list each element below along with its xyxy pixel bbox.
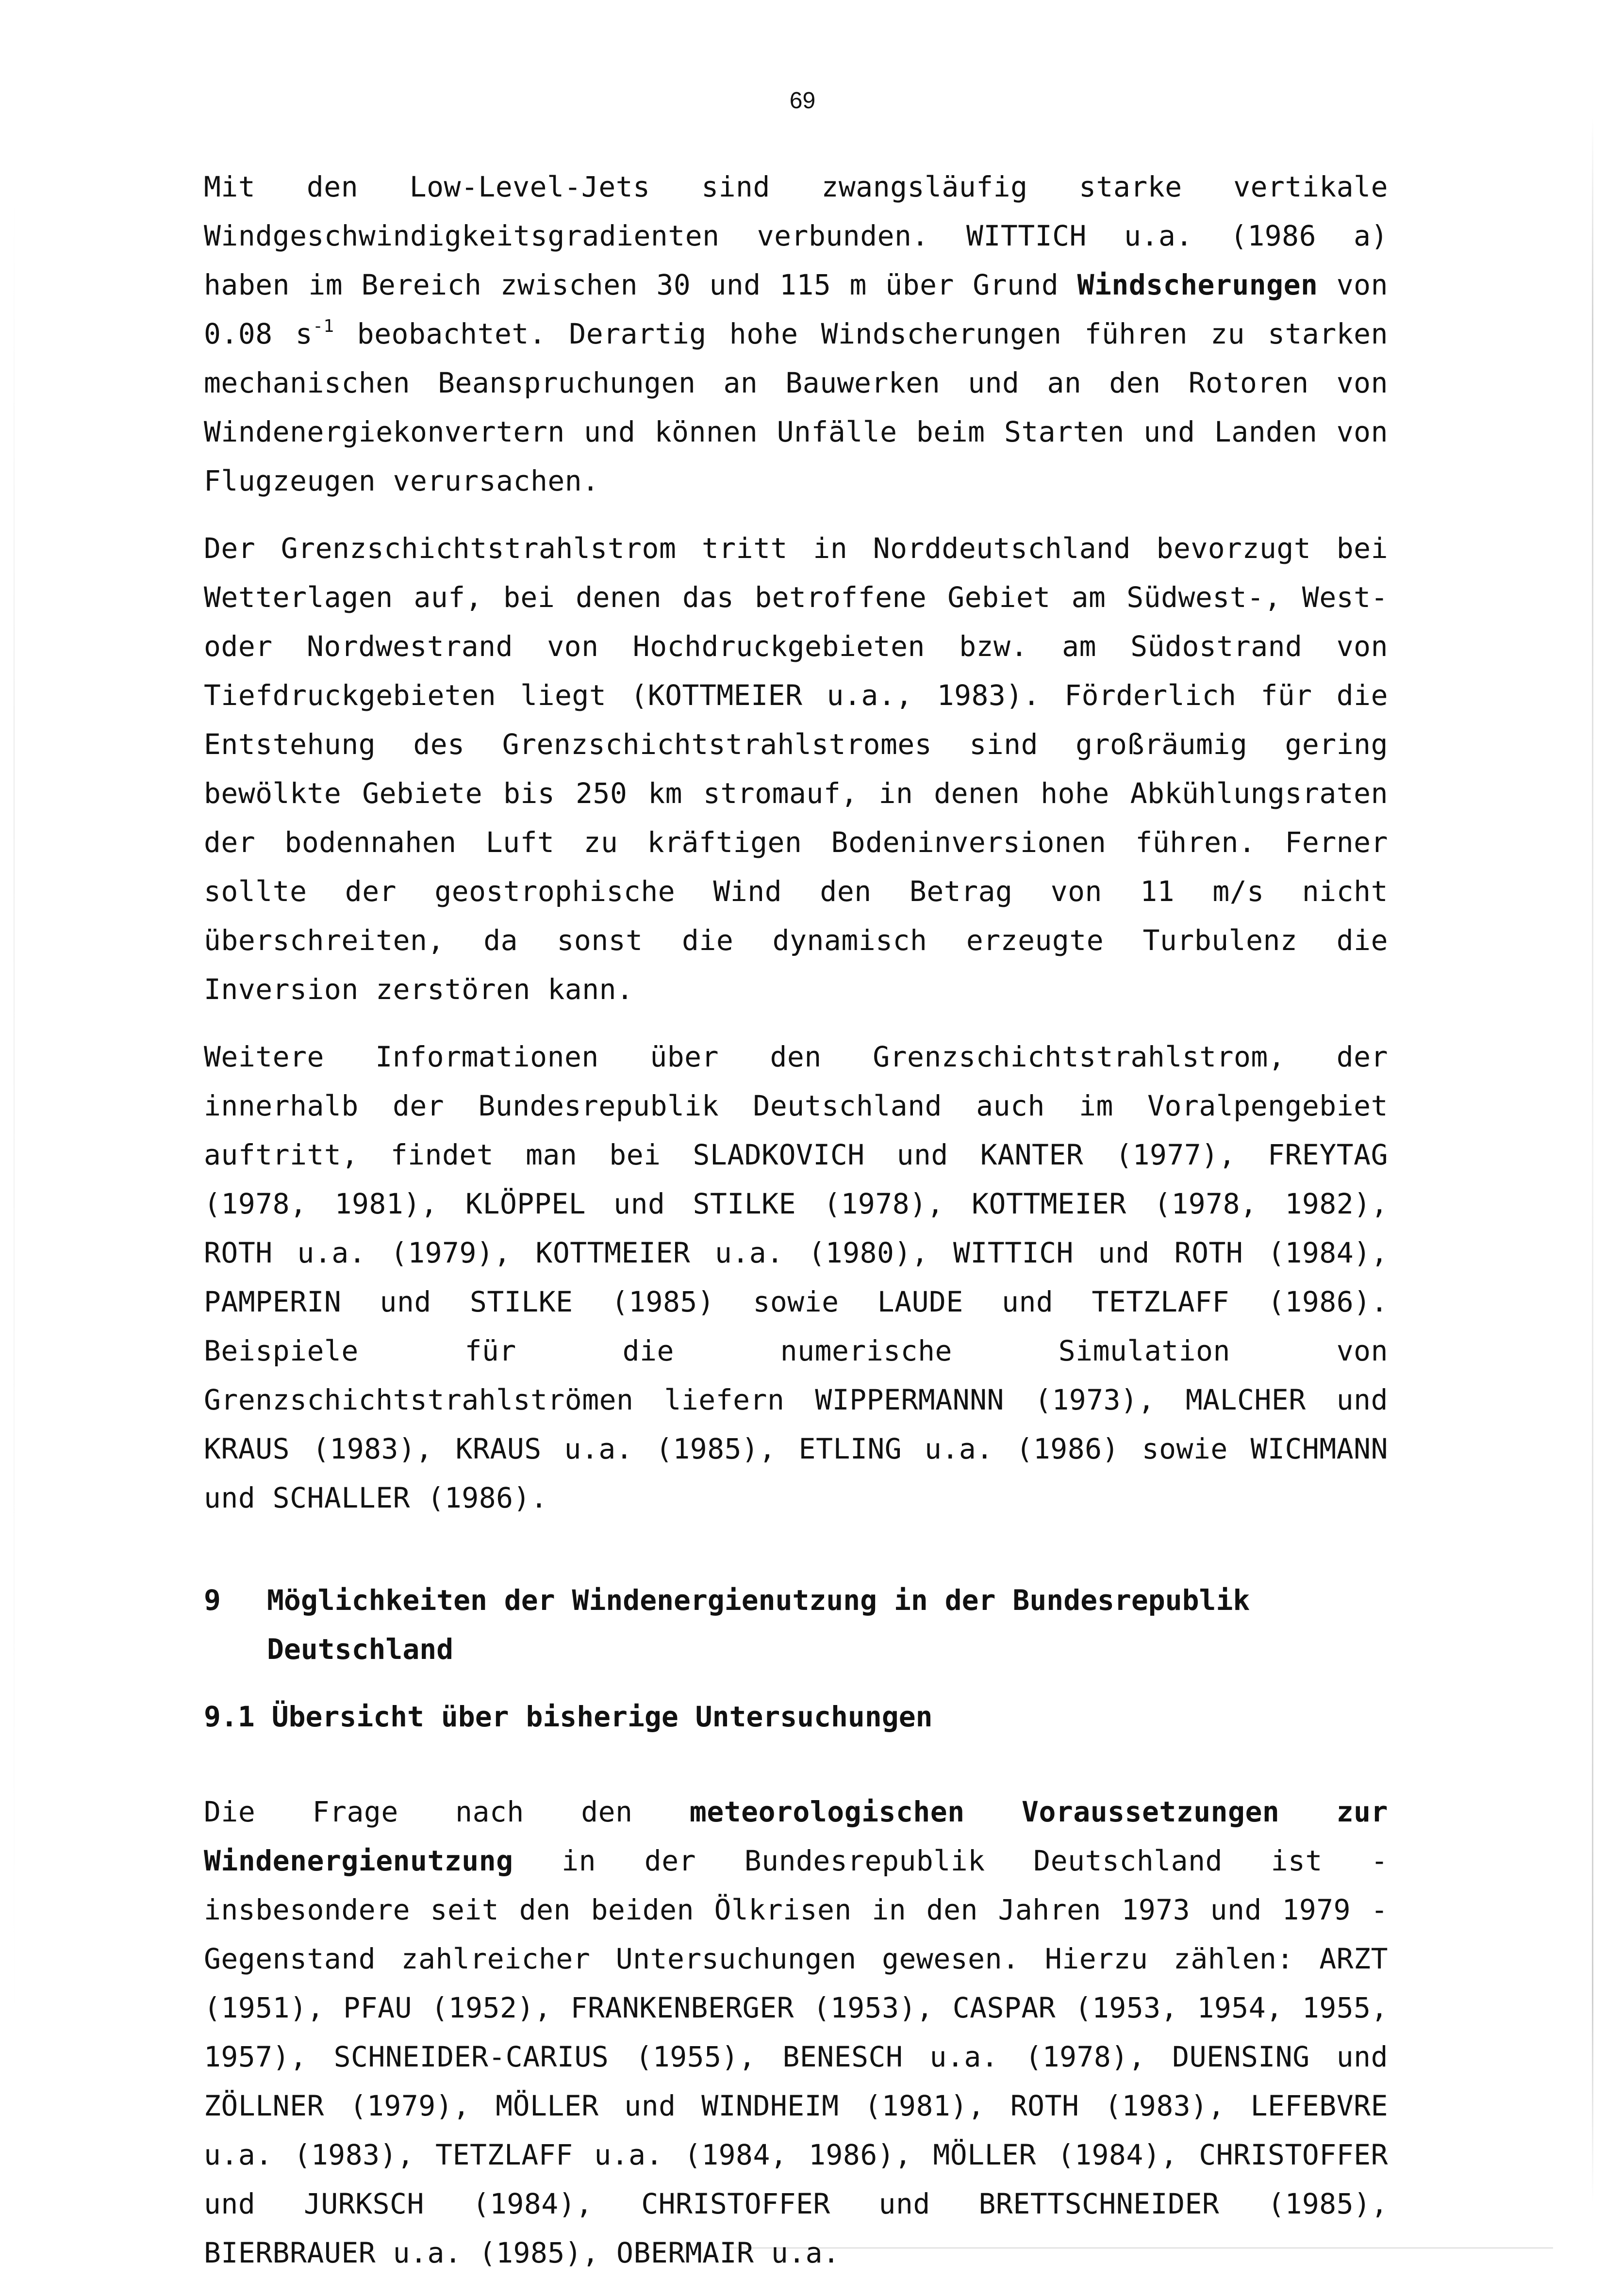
- scan-edge-left: [14, 194, 15, 2038]
- scan-edge-right: [1592, 116, 1593, 2203]
- paragraph-meteorologische-voraussetzungen: [204, 1788, 1388, 2278]
- subsection-heading-9-1: [204, 1692, 1388, 1741]
- scan-bottom-edge: [728, 2247, 1553, 2248]
- paragraph-text: von 0.08 s: [204, 268, 1388, 350]
- paragraph-text: in der Bundesrepublik Deutschland ist - insbesondere seit den beiden Ölkrisen in den Jahren 1973 und 1979 - Gegenstand zahlreicher Untersuchungen gewesen. Hierzu zählen: ARZT (1951), PFAU (1952), FRANKENBERGER (1953), CASPAR (1953, 1954, 1955, 1957), SCHNEIDER-CARIUS (1955), BENESCH u.a. (1978), DUENSING und ZÖLLNER (1979), MÖLLER und WINDHEIM (1981), ROTH (1983), LEFEBVRE u.a. (1983), TETZLAFF u.a. (1984, 1986), MÖLLER (1984), CHRISTOFFER und JURKSCH (1984), CHRISTOFFER und BRETTSCHNEIDER (1985), BIERBRAUER u.a. (1985), OBERMAIR u.a.: [204, 1844, 1388, 2269]
- section-title: Möglichkeiten der Windenergienutzung in der Bundesrepublik Deutschland: [267, 1584, 1250, 1666]
- page-body: [204, 163, 1388, 2296]
- paragraph-text: beobachtet. Derartig hohe Windscherungen führen zu starken mechanischen Beanspruchungen an Bauwerken und an den Rotoren von Windenergiekonvertern und können Unfälle beim Starten und Landen von Flugzeugen verursachen.: [204, 317, 1389, 497]
- section-heading-9: [204, 1576, 1388, 1674]
- paragraph-text: Die Frage nach den: [204, 1795, 690, 1828]
- subsection-title: Übersicht über bisherige Untersuchungen: [271, 1700, 933, 1733]
- paragraph-grenzschichtstrahlstrom: Der Grenzschichtstrahlstrom tritt in Norddeutschland bevorzugt bei Wetterlagen auf, bei denen das betroffene Gebiet am Südwest-, West- oder Nordwestrand von Hochdruckgebieten bzw. am Südostrand von Tiefdruckgebieten liegt (KOTTMEIER u.a., 1983). Förderlich für die Entstehung des Grenzschichtstrahlstromes sind großräumig gering bewölkte Gebiete bis 250 km stromauf, in denen hohe Abkühlungsraten der bodennahen Luft zu kräftigen Bodeninversionen führen. Ferner sollte der geostrophische Wind den Betrag von 11 m/s nicht überschreiten, da sonst die dynamisch erzeugte Turbulenz die Inversion zerstören kann.: [204, 532, 1388, 1006]
- bold-term-voraussetzungen: meteorologischen Voraussetzungen zur Windenergienutzung: [204, 1795, 1388, 1877]
- subsection-number: 9.1: [204, 1700, 255, 1733]
- paragraph-weitere-informationen: Weitere Informationen über den Grenzschichtstrahlstrom, der innerhalb der Bundesrepublik Deutschland auch im Voralpengebiet auftritt, findet man bei SLADKOVICH und KANTER (1977), FREYTAG (1978, 1981), KLÖPPEL und STILKE (1978), KOTTMEIER (1978, 1982), ROTH u.a. (1979), KOTTMEIER u.a. (1980), WITTICH und ROTH (1984), PAMPERIN und STILKE (1985) sowie LAUDE und TETZLAFF (1986). Beispiele für die numerische Simulation von Grenzschichtstrahlströmen liefern WIPPERMANNN (1973), MALCHER und KRAUS (1983), KRAUS u.a. (1985), ETLING u.a. (1986) sowie WICHMANN und SCHALLER (1986).: [204, 1040, 1388, 1514]
- paragraph-low-level-jets: [204, 163, 1388, 506]
- superscript-exponent: -1: [313, 316, 334, 336]
- section-number: 9: [204, 1584, 221, 1617]
- bold-term-windscherungen: Windscherungen: [1077, 268, 1318, 301]
- page-number: 69: [789, 88, 816, 114]
- paragraph-text: Mit den Low-Level-Jets sind zwangsläufig starke vertikale Windgeschwindigkeitsgradienten verbunden. WITTICH u.a. (1986 a) haben im Bereich zwischen 30 und 115 m über Grund: [204, 170, 1388, 301]
